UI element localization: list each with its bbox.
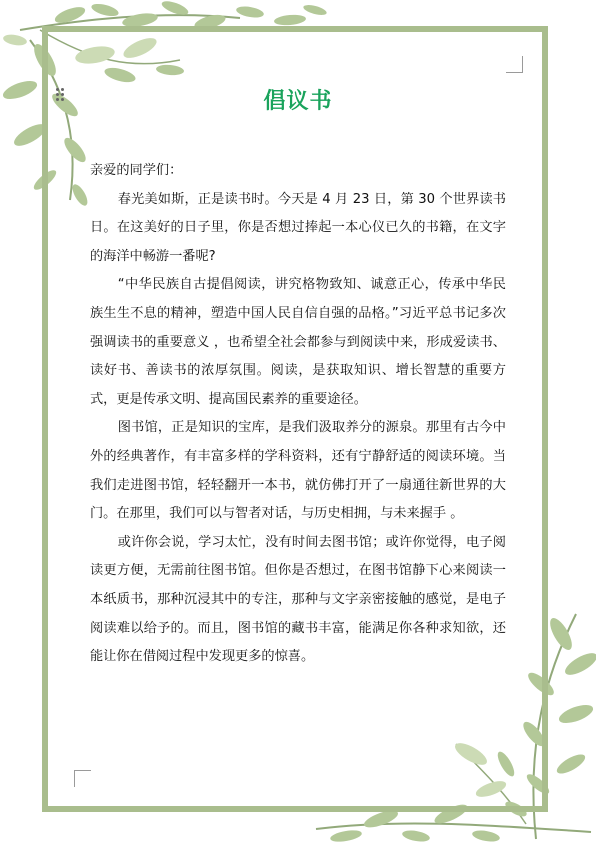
document-body — [90, 157, 506, 672]
document-title: 倡议书 — [263, 89, 333, 114]
paragraph: “中华民族自古提倡阅读，讲究格物致知、诚意正心，传承中华民族生生不息的精神，塑造中国人民自信自强的品格。”习近平总书记多次强调读书的重要意义 ，也希望全社会都参与到阅读中来，形成爱读书、读好书、善读书的浓厚氛围。阅读，是获取知识、增长智慧的重要方式，更是传承文明、提高国民素养的重要途径。 — [90, 277, 506, 407]
crop-mark-bottom-left — [74, 770, 91, 787]
crop-mark-top-right — [506, 56, 523, 73]
paragraph: 或许你会说，学习太忙，没有时间去图书馆；或许你觉得，电子阅读更方便，无需前往图书馆。但你是否想过，在图书馆静下心来阅读一本纸质书，那种沉浸其中的专注，那种与文字亲密接触的感觉，是电子阅读难以给予的。而且，图书馆的藏书丰富，能满足你各种求知欲，还能让你在借阅过程中发现更多的惊喜。 — [90, 534, 506, 665]
salutation: 亲爱的同学们： — [90, 163, 183, 178]
paragraph: 图书馆，正是知识的宝库，是我们汲取养分的源泉。那里有古今中外的经典著作，有丰富多样的学科资料，还有宁静舒适的阅读环境。当我们走进图书馆，轻轻翻开一本书，就仿佛打开了一扇通往新世界的大门。在那里，我们可以与智者对话，与历史相拥，与未来握手 。 — [90, 420, 506, 522]
paragraph: 春光美如斯，正是读书时。今天是 4 月 23 日，第 30 个世界读书日。在这美好的日子里，你是否想过捧起一本心仪已久的书籍，在文字的海洋中畅游一番呢? — [90, 191, 506, 264]
